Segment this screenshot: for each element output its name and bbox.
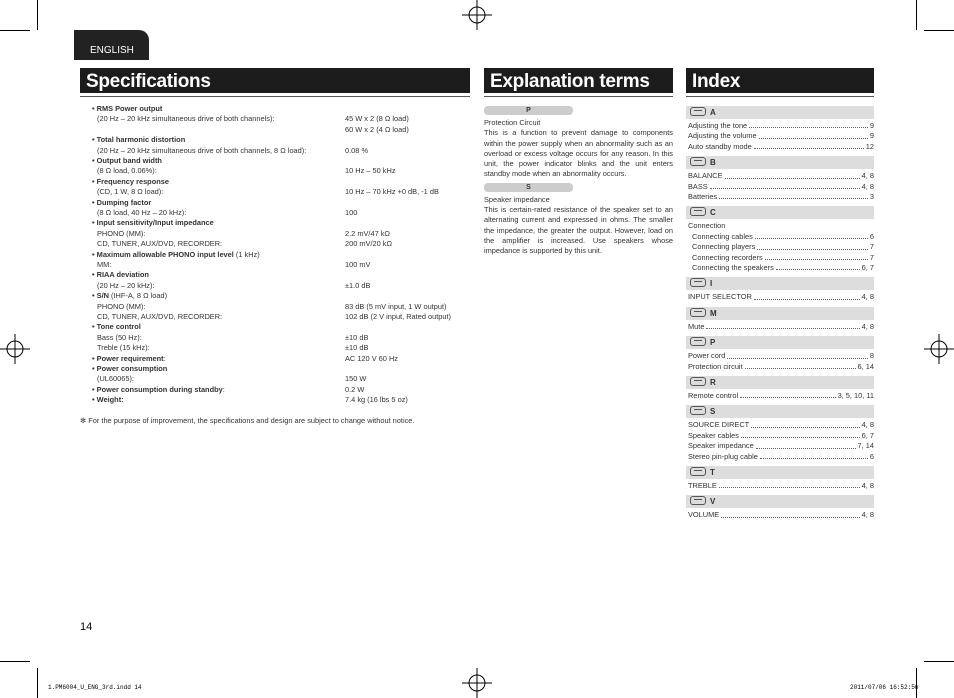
spec-label: RIAA deviation — [96, 270, 149, 280]
index-entry-pages: 4, 8 — [861, 321, 874, 331]
index-entry-term: Remote control — [688, 390, 739, 400]
index-entry-pages: 4, 8 — [861, 480, 874, 490]
spec-label: (UL60065): — [97, 374, 134, 384]
index-entry[interactable] — [688, 292, 874, 302]
leader-dots — [749, 121, 868, 128]
spec-label: Output band width — [96, 156, 162, 165]
spec-label: S/N — [96, 291, 109, 301]
index-entry-pages: 3, 5, 10, 11 — [837, 390, 874, 400]
leader-dots — [765, 253, 868, 260]
crop-mark — [37, 0, 38, 30]
explanation-term: Speaker impedance — [484, 194, 550, 204]
index-letter: M — [710, 308, 717, 318]
index-group — [686, 376, 874, 401]
spec-label: Power consumption during standby — [96, 384, 223, 394]
bullet-icon: • — [92, 353, 97, 363]
leader-dots — [757, 242, 868, 249]
spec-value: 45 W x 2 (8 Ω load) — [345, 114, 409, 124]
index-entry[interactable] — [688, 452, 874, 462]
spec-row — [97, 260, 111, 270]
index-letter-header — [686, 336, 874, 349]
spec-row — [97, 146, 306, 156]
index-entry-term: Connecting cables — [692, 231, 753, 241]
index-letter: I — [710, 279, 713, 289]
crop-mark — [37, 668, 38, 698]
pointer-icon — [690, 377, 706, 386]
bullet-icon: • — [92, 384, 97, 394]
index-entry-pages: 6, 7 — [861, 262, 874, 272]
language-tab-label: ENGLISH — [90, 45, 134, 56]
index-letter-header — [686, 307, 874, 320]
spec-label: MM: — [97, 260, 112, 269]
index-letter-header — [686, 156, 874, 169]
spec-value: 200 mV/20 kΩ — [345, 239, 393, 249]
index-letter: A — [710, 108, 716, 117]
page-number: 14 — [80, 621, 93, 633]
spec-label: Dumping factor — [96, 197, 152, 207]
spec-row — [97, 343, 150, 353]
spec-label-suffix: : — [163, 353, 166, 363]
explanation-terms-list — [484, 106, 673, 260]
spec-row — [97, 281, 155, 291]
index-entry-term: Adjusting the volume — [688, 131, 757, 141]
divider — [484, 96, 673, 97]
spec-row — [92, 250, 260, 260]
index-entry[interactable] — [688, 420, 874, 430]
index-letter-header — [686, 206, 874, 219]
spec-value: ±10 dB — [345, 332, 369, 342]
spec-label: Weight: — [96, 395, 124, 405]
index-entry[interactable] — [688, 171, 874, 181]
index-letter-header — [686, 376, 874, 389]
index-entry[interactable] — [688, 142, 874, 152]
spec-row — [92, 218, 214, 228]
index-entry-pages: 12 — [865, 141, 874, 151]
leader-dots — [727, 351, 867, 358]
spec-row — [97, 187, 163, 197]
leader-dots — [740, 391, 835, 398]
spec-value: 10 Hz – 50 kHz — [345, 166, 396, 176]
footer-filename: 1.PM6004_U_ENG_3rd.indd 14 — [48, 684, 142, 691]
index-entry[interactable] — [688, 391, 874, 401]
spec-value: 100 — [345, 208, 358, 217]
spec-value: ±1.0 dB — [345, 280, 371, 290]
index-entry-pages: 4, 8 — [861, 181, 874, 191]
leader-dots — [756, 441, 856, 448]
spec-label: (20 Hz – 20 kHz): — [97, 280, 155, 290]
index-entry[interactable] — [688, 362, 874, 372]
leader-dots — [759, 131, 868, 138]
spec-label: Power requirement — [96, 353, 164, 363]
spec-label-suffix: : — [222, 384, 225, 394]
index-entry-term: Power cord — [688, 351, 726, 361]
explanation-text: This is a function to prevent damage to components within the power supply when an abnormality such as an overload or excess voltage occurs for any reason. In this unit, the power indicator blinks and the unit enters standby mode when an abnormality occurs. — [484, 128, 673, 179]
index-entry-term: INPUT SELECTOR — [688, 292, 752, 302]
pointer-icon — [690, 308, 706, 317]
leader-dots — [710, 182, 860, 189]
bullet-icon: • — [92, 176, 97, 186]
pointer-icon — [690, 467, 706, 476]
index-group — [686, 206, 874, 273]
pointer-icon — [690, 107, 706, 116]
index-entry[interactable] — [688, 221, 874, 231]
spec-value: 60 W x 2 (4 Ω load) — [345, 124, 409, 134]
index-letter: S — [710, 407, 716, 417]
index-entry-term: Speaker cables — [688, 430, 739, 440]
crop-mark — [916, 0, 917, 30]
leader-dots — [725, 171, 860, 178]
index-letter-header — [686, 106, 874, 119]
index-entry[interactable] — [688, 322, 874, 332]
leader-dots — [776, 263, 860, 270]
leader-dots — [754, 142, 864, 149]
index-group — [686, 307, 874, 332]
spec-row — [92, 385, 225, 395]
spec-label-suffix: (1 kHz) — [233, 249, 260, 259]
index-entry-term: Mute — [688, 321, 705, 331]
index-entry-term: Connecting players — [692, 242, 756, 252]
leader-dots — [751, 420, 859, 427]
spec-row — [92, 156, 162, 166]
spec-value: ±10 dB — [345, 343, 369, 353]
index-entry-term: Connection — [688, 221, 726, 231]
spec-row — [92, 177, 169, 187]
index-entry-term: Protection circuit — [688, 361, 743, 371]
pointer-icon — [690, 207, 706, 216]
index-entry[interactable] — [692, 263, 874, 273]
spec-value: 2.2 mV/47 kΩ — [345, 228, 390, 238]
spec-value: 0.2 W — [345, 384, 365, 394]
language-tab — [74, 30, 149, 60]
spec-label: Maximum allowable PHONO input level — [96, 249, 234, 259]
explanation-entry — [484, 183, 673, 257]
index-entry[interactable] — [688, 431, 874, 441]
index-entry-pages: 3 — [869, 191, 874, 201]
spec-label: PHONO (MM): — [97, 228, 146, 238]
index-letter-header — [686, 405, 874, 418]
index-group — [686, 466, 874, 491]
spec-label: (8 Ω load, 40 Hz – 20 kHz): — [97, 208, 187, 217]
spec-label: CD, TUNER, AUX/DVD, RECORDER: — [97, 312, 223, 321]
index-entry[interactable] — [692, 232, 874, 242]
index-title: Index — [686, 68, 874, 93]
index-entry-term: Adjusting the tone — [688, 121, 748, 130]
spec-label: Bass (50 Hz): — [97, 332, 142, 342]
spec-label: Input sensitivity/Input impedance — [96, 218, 214, 228]
bullet-icon: • — [92, 135, 97, 145]
index-entry[interactable] — [688, 441, 874, 451]
spec-label: Power consumption — [96, 364, 168, 373]
index-entry-term: BASS — [688, 181, 708, 191]
spec-label-suffix: (IHF-A, 8 Ω load) — [108, 291, 168, 301]
leader-dots — [719, 481, 860, 488]
spec-row — [92, 104, 162, 114]
spec-label: Total harmonic distortion — [96, 135, 186, 145]
spec-value: 150 W — [345, 374, 367, 384]
index-letter: P — [710, 338, 716, 348]
bullet-icon: • — [92, 270, 97, 280]
index-entry-term: Speaker impedance — [688, 441, 754, 451]
spec-row — [92, 291, 167, 301]
index-group — [686, 106, 874, 152]
spec-label: Treble (15 kHz): — [97, 343, 150, 353]
footer-date: 2011/07/06 16:52:56 — [850, 684, 919, 691]
index-entry-pages: 4, 8 — [861, 171, 874, 181]
index-entry-term: Auto standby mode — [688, 141, 752, 151]
spec-row — [97, 312, 222, 322]
index-group — [686, 336, 874, 372]
divider — [80, 96, 470, 97]
pointer-icon — [690, 278, 706, 287]
index-entry[interactable] — [688, 351, 874, 361]
index-entry[interactable] — [692, 253, 874, 263]
index-entry-term: Connecting the speakers — [692, 262, 774, 272]
spec-row — [92, 322, 141, 332]
spec-row — [97, 114, 274, 124]
pointer-icon — [690, 496, 706, 505]
spec-value: 83 dB (5 mV input, 1 W output) — [345, 301, 447, 311]
spec-row — [97, 239, 222, 249]
spec-row — [92, 364, 167, 374]
leader-dots — [721, 510, 859, 517]
index-letter-header — [686, 495, 874, 508]
explanation-text: This is certain-rated resistance of the speaker set to an alternating current and expressed in ohms. The smaller the impedance, the greater the output. However, load on the amplifier is increased. Use speakers whose impedance is supported by this unit. — [484, 205, 673, 256]
index-entry-pages: 7 — [869, 252, 874, 262]
explanation-terms-title: Explanation terms — [484, 68, 673, 93]
spec-value: 7.4 kg (16 lbs 5 oz) — [345, 395, 408, 405]
explanation-term: Protection Circuit — [484, 118, 541, 127]
crop-mark — [0, 661, 30, 662]
spec-row — [97, 333, 142, 343]
letter-badge: P — [484, 106, 573, 115]
index-entry-pages: 7, 14 — [857, 441, 874, 451]
bullet-icon: • — [92, 395, 97, 405]
bullet-icon: • — [92, 322, 97, 332]
spec-row — [97, 166, 157, 176]
index-letter-header — [686, 466, 874, 479]
index-entry-pages: 4, 8 — [861, 420, 874, 430]
index-entry-term: Batteries — [688, 191, 718, 201]
spec-label: (CD, 1 W, 8 Ω load): — [97, 187, 164, 197]
spec-label: (20 Hz – 20 kHz simultaneous drive of both channels): — [97, 114, 275, 124]
index-entry-pages: 6, 14 — [857, 361, 874, 371]
crop-mark — [0, 30, 30, 31]
bullet-icon: • — [92, 291, 97, 301]
crop-mark — [916, 668, 917, 698]
index-entry-term: VOLUME — [688, 510, 720, 520]
registration-mark — [0, 334, 30, 364]
spec-label: Frequency response — [96, 176, 169, 186]
pointer-icon — [690, 157, 706, 166]
spec-value: 0.08 % — [345, 145, 369, 155]
spec-value: 10 Hz – 70 kHz +0 dB, -1 dB — [345, 187, 439, 197]
bullet-icon: • — [92, 218, 97, 228]
bullet-icon: • — [92, 197, 97, 207]
registration-mark — [924, 334, 954, 364]
index-entry-pages: 6 — [869, 231, 874, 241]
index-letter: B — [710, 158, 716, 168]
index-entry-term: TREBLE — [688, 480, 717, 490]
index-entry-pages: 9 — [869, 131, 874, 141]
leader-dots — [755, 232, 868, 239]
spec-value: 102 dB (2 V input, Rated output) — [345, 312, 452, 321]
leader-dots — [760, 452, 868, 459]
leader-dots — [754, 292, 860, 299]
index-letter-header — [686, 277, 874, 290]
spec-row — [92, 135, 185, 145]
crop-mark — [924, 30, 954, 31]
index-list — [686, 106, 874, 525]
spec-row — [92, 270, 149, 280]
spec-label: CD, TUNER, AUX/DVD, RECORDER: — [97, 239, 223, 249]
leader-dots — [745, 362, 856, 369]
spec-row — [97, 302, 145, 312]
index-entry[interactable] — [688, 131, 874, 141]
explanation-entry — [484, 106, 673, 180]
registration-mark — [462, 668, 492, 698]
index-group — [686, 156, 874, 202]
pointer-icon — [690, 337, 706, 346]
bullet-icon: • — [92, 104, 97, 113]
specifications-list — [92, 104, 470, 434]
index-letter: V — [710, 497, 716, 507]
spec-row — [97, 208, 186, 218]
index-entry-pages: 4, 8 — [861, 510, 874, 520]
index-letter: C — [710, 208, 716, 218]
index-group — [686, 277, 874, 302]
bullet-icon: • — [92, 249, 97, 259]
spec-row — [92, 354, 166, 364]
crop-mark — [924, 661, 954, 662]
spec-label: RMS Power output — [96, 104, 163, 113]
spec-row — [92, 198, 151, 208]
index-entry[interactable] — [688, 510, 874, 520]
spec-label: (8 Ω load, 0.06%): — [97, 166, 157, 176]
index-entry[interactable] — [688, 192, 874, 202]
index-group — [686, 405, 874, 462]
spec-label: Tone control — [96, 322, 141, 332]
specifications-title: Specifications — [80, 68, 470, 93]
leader-dots — [741, 431, 860, 438]
index-entry-pages: 6, 7 — [861, 430, 874, 440]
bullet-icon: • — [92, 156, 97, 165]
spec-label: (20 Hz – 20 kHz simultaneous drive of both channels, 8 Ω load): — [97, 145, 307, 155]
leader-dots — [706, 322, 859, 329]
index-entry-pages: 6 — [869, 451, 874, 461]
letter-badge: S — [484, 183, 573, 192]
bullet-icon: • — [92, 364, 97, 373]
spec-value: 100 mV — [345, 260, 371, 269]
index-entry[interactable] — [688, 481, 874, 491]
registration-mark — [462, 0, 492, 30]
spec-row — [92, 395, 124, 405]
pointer-icon — [690, 406, 706, 415]
index-entry-pages: 9 — [869, 121, 874, 130]
index-entry-term: SOURCE DIRECT — [688, 420, 750, 430]
leader-dots — [719, 192, 868, 199]
divider — [686, 96, 874, 97]
index-letter: R — [710, 377, 716, 387]
index-entry-term: BALANCE — [688, 171, 723, 181]
spec-row — [97, 229, 145, 239]
index-entry[interactable] — [688, 182, 874, 192]
spec-row — [97, 374, 134, 384]
specifications-note: ✻ For the purpose of improvement, the specifications and design are subject to change without notice. — [80, 416, 415, 425]
index-entry-pages: 4, 8 — [861, 292, 874, 302]
index-entry-term: Connecting recorders — [692, 252, 763, 262]
index-group — [686, 495, 874, 520]
index-entry-pages: 8 — [869, 351, 874, 361]
index-entry-term: Stereo pin-plug cable — [688, 451, 758, 461]
index-entry[interactable] — [692, 242, 874, 252]
spec-label: PHONO (MM): — [97, 301, 146, 311]
spec-value: AC 120 V 60 Hz — [345, 353, 398, 363]
index-entry[interactable] — [688, 121, 874, 131]
index-letter: T — [710, 467, 715, 477]
index-entry-pages: 7 — [869, 242, 874, 252]
